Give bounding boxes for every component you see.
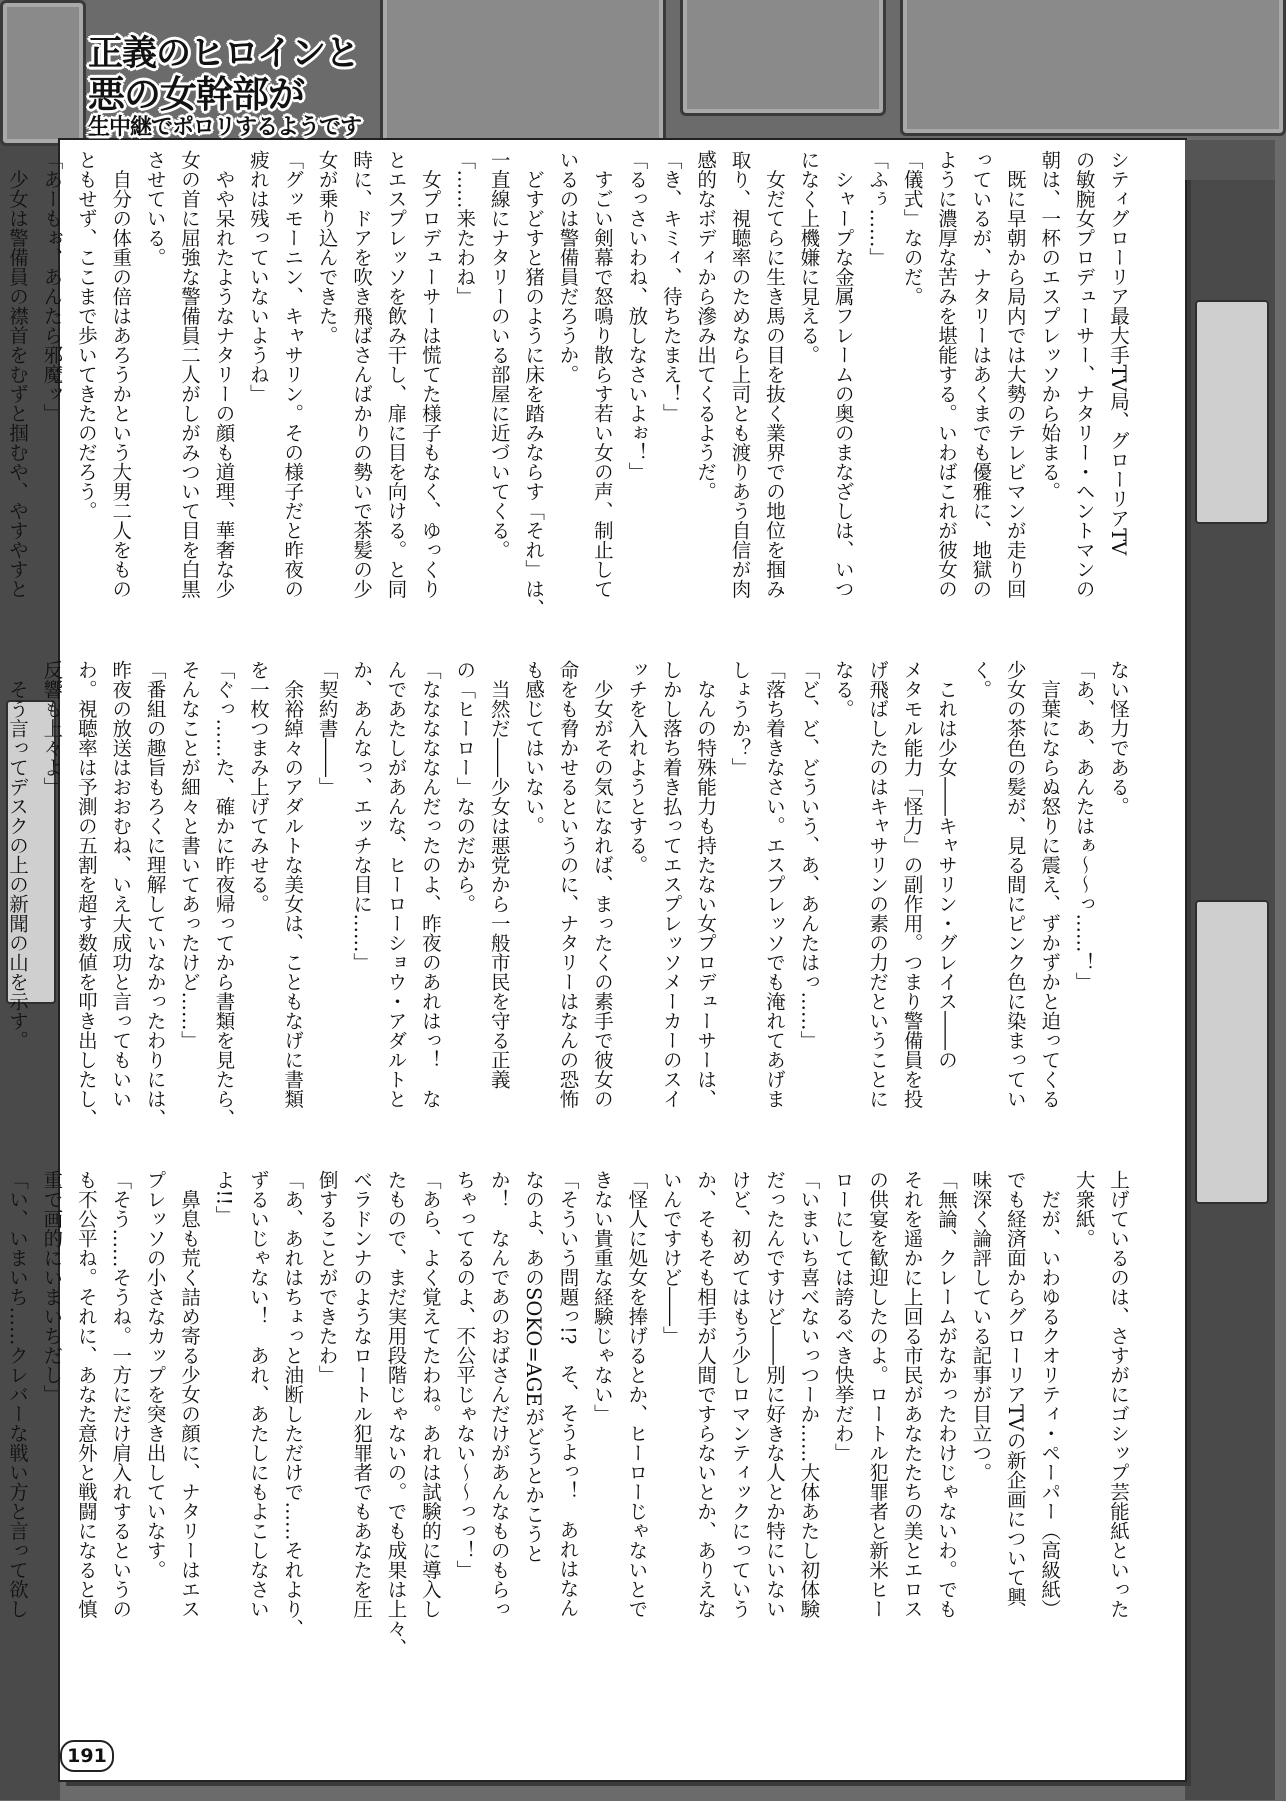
page-sheet-tab xyxy=(1185,140,1275,180)
text-block-top: シティグローリア最大手TV局、グローリアTV の敏腕女プロデューサー、ナタリー・ヘントマンの 朝は、一杯のエスプレッソから始まる。 既に早朝から局内では大勢のテレビマンが走り回 っているが、ナタリーはあくまでも優雅に、地獄の ように濃厚な苦みを堪能する。いわばこれが彼女の 「儀式」なのだ。 「ふぅ……」 シャープな金属フレームの奥のまなざしは、いつ になく上機嫌に見える。 女だてらに生き馬の目を抜く業界での地位を掴み 取り、視聴率のためなら上司とも渡りあう自信が肉 感的なボディから滲み出てくるようだ。 「き、キミィ、待ちたまえ！」 「るっさいわね、放しなさいよぉ！」 すごい剣幕で怒鳴り散らす若い女の声、制止して いるのは警備員だろうか。 どすどすと猪のように床を踏みならす「それ」は、 一直線にナタリーのいる部屋に近づいてくる。 「……来たわね」 女プロデューサーは慌てた様子もなく、ゆっくり とエスプレッソを飲み干し、扉に目を向ける。と同 時に、ドアを吹き飛ばさんばかりの勢いで茶髪の少 女が乗り込んできた。 「グッモーニン、キャサリン。その様子だと昨夜の 疲れは残っていないようね」 やや呆れたようなナタリーの顔も道理、華奢な少 女の首に屈強な警備員二人がしがみついて目を白黒 させている。 自分の体重の倍はあろうかという大男二人をもの ともせず、ここまで歩いてきたのだろう。 「あーもぉ、あんたら邪魔ッ」 少女は警備員の襟首をむずと掴むや、やすやすと xyxy=(6,150,1130,618)
background-light xyxy=(1195,300,1269,524)
background-panel xyxy=(680,0,886,116)
book-title-line-1: 正義のヒロインと xyxy=(88,34,359,74)
text-block-middle: ない怪力である。 「あ、あ、あんたはぁ〜〜っ……！」 言葉にならぬ怒りに震え、ずかずかと迫ってくる 少女の茶色の髪が、見る間にピンク色に染まってい く。 これは少女――キャサリン・グレイス――の メタモル能力「怪力」の副作用。つまり警備員を投 げ飛ばしたのはキャサリンの素の力だということに なる。 「ど、ど、どういう、あ、あんたはっ……」 「落ち着きなさい。エスプレッソでも淹れてあげま しょうか？」 なんの特殊能力も持たない女プロデューサーは、 しかし落ち着き払ってエスプレッソメーカーのスイ ッチを入れようとする。 少女がその気になれば、まったくの素手で彼女の 命をも脅かせるというのに、ナタリーはなんの恐怖 も感じてはいない。 当然だ――少女は悪党から一般市民を守る正義 の「ヒーロー」なのだから。 「なななななんだったのよ、昨夜のあれはっ！ な んであたしがあんな、ヒーローショウ・アダルトと か、あんなっ、エッチな目に……」 「契約書――」 余裕綽々のアダルトな美女は、こともなげに書類 を一枚つまみ上げてみせる。 「ぐっ……た、確かに昨夜帰ってから書類を見たら、 そんなことが細々と書いてあったけど……」 「番組の趣旨もろくに理解していなかったわりには、 昨夜の放送はおおむね、いえ大成功と言ってもいい わ。視聴率は予測の五割を超す数値を叩き出したし、 反響も上々よ」 そう言ってデスクの上の新聞の山を示す。 xyxy=(6,660,1130,1128)
background-panel xyxy=(380,0,666,146)
book-title-line-3: 生中継でポロリするようです xyxy=(88,115,362,140)
background-panel xyxy=(900,0,1286,136)
background-light xyxy=(1195,900,1269,1204)
text-block-bottom: 上げているのは、さすがにゴシップ芸能紙といった 大衆紙。 だが、いわゆるクオリティ・ペーパー（高級紙） でも経済面からグローリアTVの新企画について興 味深く論評している記事が目立つ。 「無論、クレームがなかったわけじゃないわ。でも それを遥かに上回る市民があなたたちの美とエロス の供宴を歓迎したのよ。ロートル犯罪者と新米ヒー ローにしては誇るべき快挙だわ」 「いまいち喜べないっつーか……大体あたし初体験 だったんですけど――別に好きな人とか特にいない けど、初めてはもう少しロマンティックにっていう か、そもそも相手が人間ですらないとか、ありえな いんですけど――」 「怪人に処女を捧げるとか、ヒーローじゃないとで きない貴重な経験じゃない」 「そういう問題っ!? そ、そうよっ！ あれはなん なのよ、あのSOKO=AGEがどうとかこうと か！ なんであのおばさんだけがあんなものもらっ ちゃってるのよ、不公平じゃない〜〜っっ！」 「あら、よく覚えてたわね。あれは試験的に導入し たもので、まだ実用段階じゃないの。でも成果は上々、 ベラドンナのようなロートル犯罪者でもあなたを圧 倒することができたわ」 「あ、あれはちょっと油断しただけで……それより、 ずるいじゃない！ あれ、あたしにもよこしなさい よ!!」 鼻息も荒く詰め寄る少女の顔に、ナタリーはエス プレッソの小さなカップを突き出していなす。 「そう……そうね。一方にだけ肩入れするというの も不公平ね。それに、あなた意外と戦闘になると慎 重で画的にいまいちだし」 「い、いまいち……クレバーな戦い方と言って欲し xyxy=(6,1170,1130,1658)
book-title-logo xyxy=(88,26,368,138)
background-panel xyxy=(0,0,86,146)
page-number: 191 xyxy=(60,1740,114,1772)
book-title-line-2: 悪の女幹部が xyxy=(88,73,304,116)
